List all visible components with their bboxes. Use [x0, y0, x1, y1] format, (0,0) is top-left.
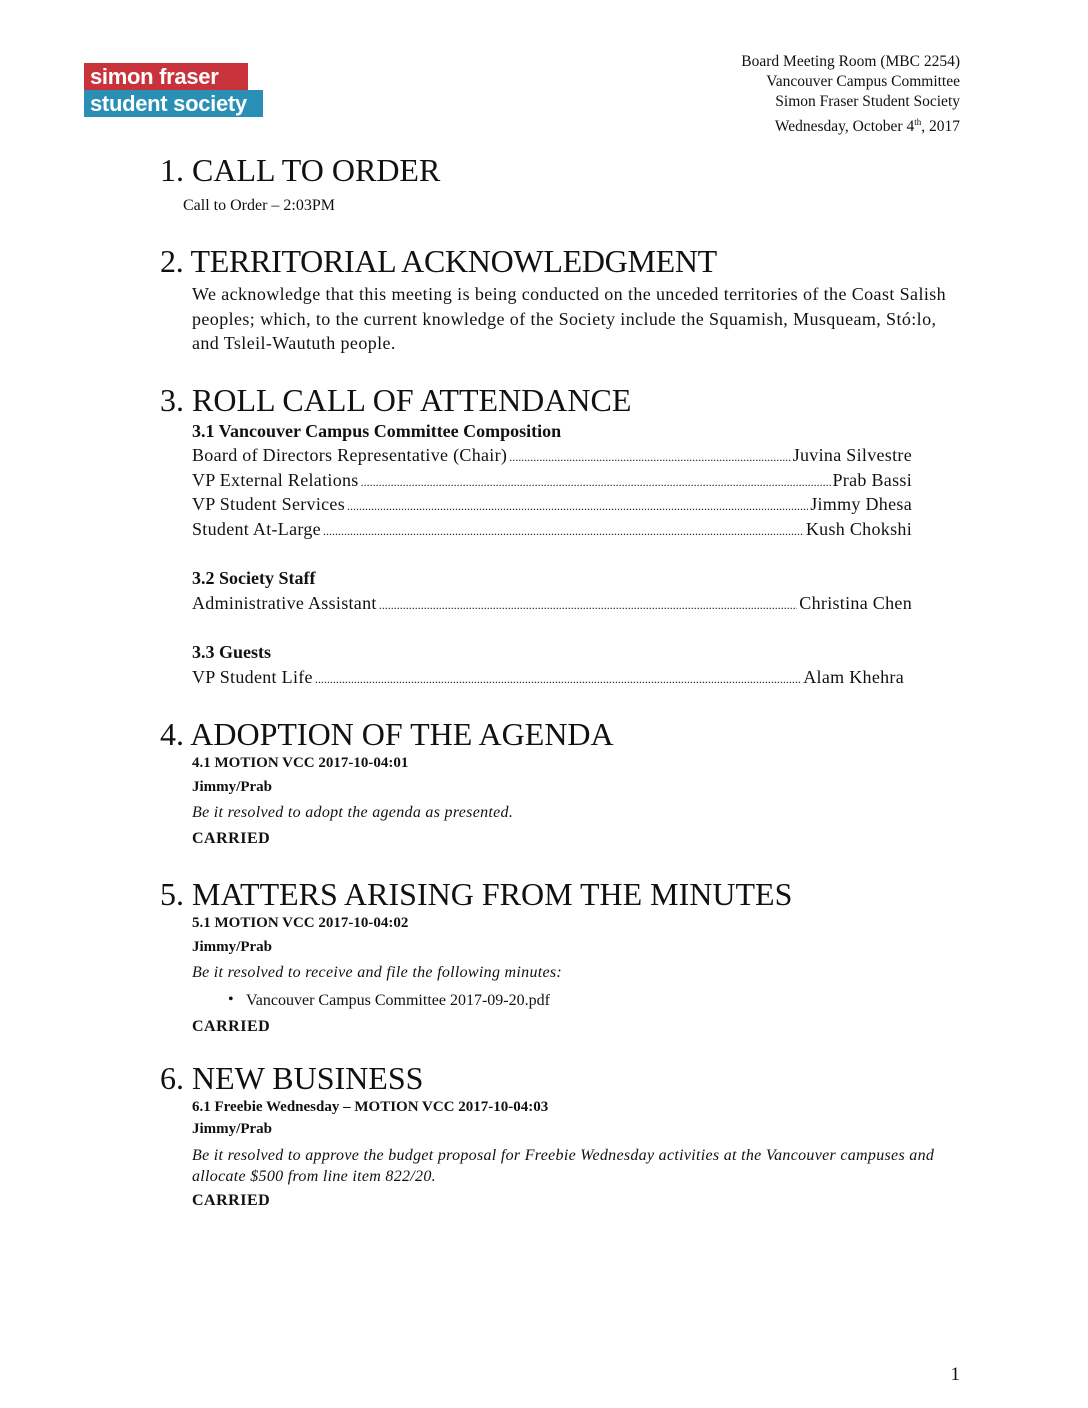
meeting-header: [741, 52, 960, 137]
header-committee: Vancouver Campus Committee: [766, 73, 960, 90]
header-date: Wednesday, October 4th, 2017: [774, 117, 960, 136]
sfss-logo: [84, 63, 263, 117]
motion-movers: Jimmy/Prab: [192, 779, 272, 795]
subsection-committee-composition: 3.1 Vancouver Campus Committee Composition: [192, 421, 562, 441]
logo-line-2: student society: [84, 90, 263, 117]
motion-result: CARRIED: [192, 1192, 271, 1209]
section-adoption-agenda-title: 4. ADOPTION OF THE AGENDA: [160, 716, 614, 752]
section-new-business-title: 6. NEW BUSINESS: [160, 1060, 424, 1096]
territorial-acknowledgment-text: We acknowledge that this meeting is being conducted on the unceded territories of the Coast Salish peoples; which, to the current knowledge of the Society include the Squamish, Musqueam, Stó:lo, and Tsleil-Waututh people.: [192, 284, 947, 353]
subsection-guests: 3.3 Guests: [192, 642, 272, 662]
motion-result: CARRIED: [192, 1018, 271, 1035]
motion-movers: Jimmy/Prab: [192, 939, 272, 955]
motion-result: CARRIED: [192, 830, 271, 847]
attendance-row: VP Student Services ..... Jimmy Dhesa: [192, 494, 912, 515]
motion-heading: 5.1 MOTION VCC 2017-10-04:02: [192, 915, 409, 931]
attendance-row: Board of Directors Representative (Chair) ..... Juvina Silvestre: [192, 445, 912, 466]
header-room: Board Meeting Room (MBC 2254): [741, 53, 960, 70]
motion-resolution: Be it resolved to receive and file the following minutes:: [192, 964, 563, 981]
section-call-to-order-title: 1. CALL TO ORDER: [160, 152, 441, 188]
page-number: 1: [950, 1364, 960, 1385]
call-to-order-time: Call to Order – 2:03PM: [183, 197, 335, 214]
logo-line-1: simon fraser: [84, 63, 248, 90]
motion-resolution: Be it resolved to approve the budget proposal for Freebie Wednesday activities at the Vancouver campuses and allocate $500 from line item 822/20.: [192, 1147, 935, 1185]
motion-heading: 6.1 Freebie Wednesday – MOTION VCC 2017-10-04:03: [192, 1099, 549, 1115]
section-matters-arising-title: 5. MATTERS ARISING FROM THE MINUTES: [160, 876, 793, 912]
minutes-file-item: Vancouver Campus Committee 2017-09-20.pdf: [246, 992, 550, 1009]
section-roll-call-title: 3. ROLL CALL OF ATTENDANCE: [160, 382, 632, 418]
header-society: Simon Fraser Student Society: [775, 93, 960, 110]
motion-movers: Jimmy/Prab: [192, 1121, 272, 1137]
attendance-row: Administrative Assistant ..... Christina Chen: [192, 593, 912, 614]
bullet-icon: •: [228, 991, 234, 1008]
motion-heading: 4.1 MOTION VCC 2017-10-04:01: [192, 755, 409, 771]
attendance-row: VP External Relations ..... Prab Bassi: [192, 470, 912, 491]
section-territorial-title: 2. TERRITORIAL ACKNOWLEDGMENT: [160, 243, 717, 279]
attendance-row: VP Student Life ..... Alam Khehra: [192, 667, 904, 688]
attendance-row: Student At-Large ..... Kush Chokshi: [192, 519, 912, 540]
subsection-society-staff: 3.2 Society Staff: [192, 568, 316, 588]
motion-resolution: Be it resolved to adopt the agenda as presented.: [192, 804, 514, 821]
